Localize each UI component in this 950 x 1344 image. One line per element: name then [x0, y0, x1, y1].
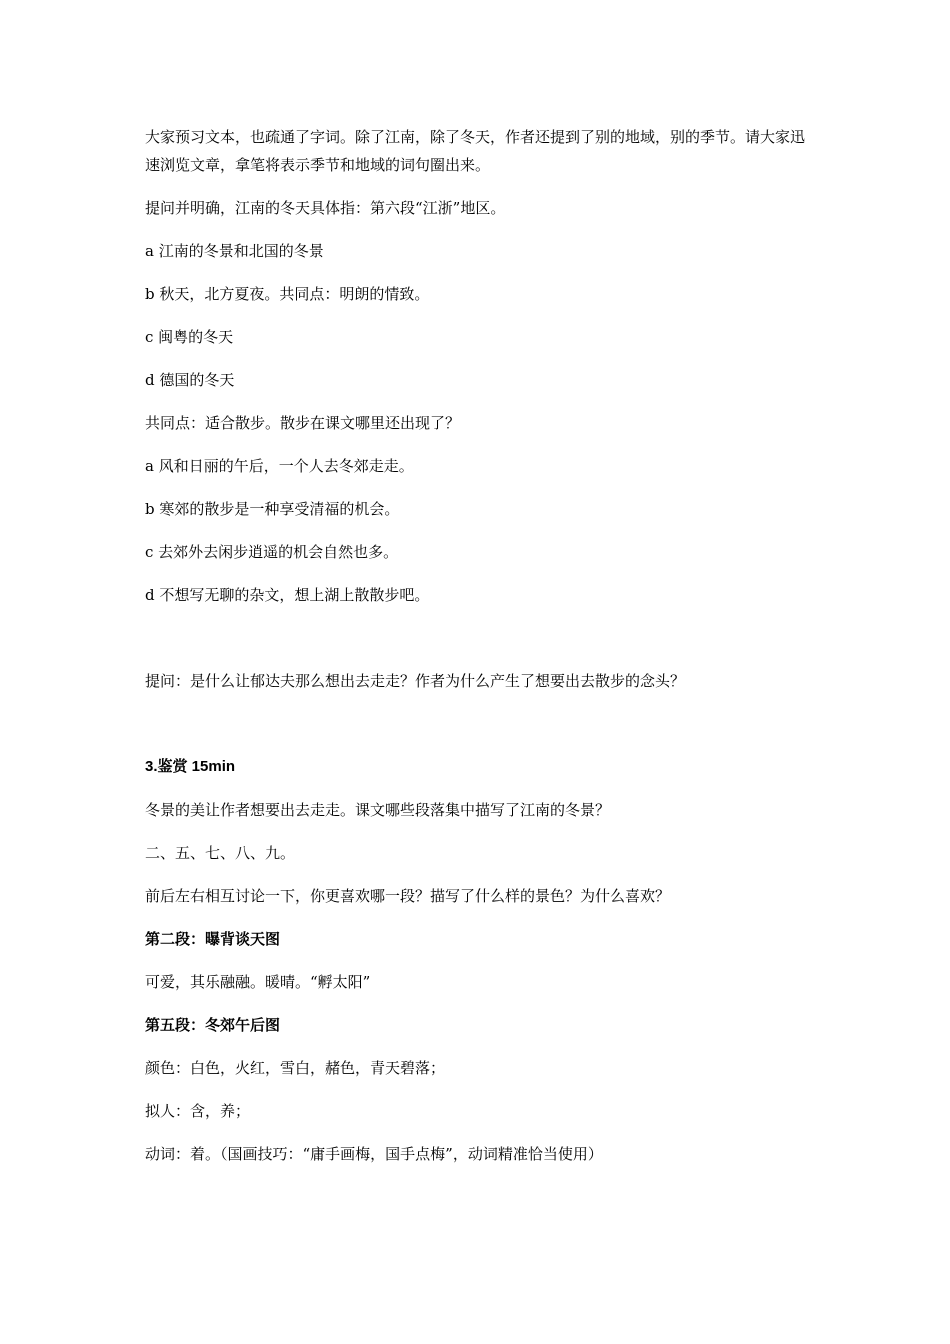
list-item-d: d 德国的冬天	[145, 371, 235, 389]
paragraph-sections-list: 二、五、七、八、九。	[145, 844, 296, 862]
paragraph-question-why: 提问：是什么让郁达夫那么想出去走走？作者为什么产生了想要出去散步的念头？	[145, 672, 686, 690]
walk-item-b: b 寒郊的散步是一种享受清福的机会。	[145, 500, 400, 518]
subheading-section-two: 第二段：曝背谈天图	[145, 930, 281, 948]
paragraph-discussion: 前后左右相互讨论一下，你更喜欢哪一段？描写了什么样的景色？为什么喜欢？	[145, 887, 671, 905]
paragraph-verbs: 动词：着。（国画技巧：“庸手画梅，国手点梅”，动词精准恰当使用）	[145, 1145, 603, 1163]
paragraph-question-region: 提问并明确，江南的冬天具体指：第六段“江浙”地区。	[145, 199, 506, 217]
list-item-c: c 闽粤的冬天	[145, 328, 234, 346]
section-heading-appreciation: 3.鉴赏 15min	[145, 758, 236, 775]
list-item-b: b 秋天，北方夏夜。共同点：明朗的情致。	[145, 285, 430, 303]
paragraph-section-two-notes: 可爱，其乐融融。暖晴。“孵太阳”	[145, 973, 371, 991]
subheading-section-five: 第五段：冬郊午后图	[145, 1016, 281, 1034]
paragraph-winter-scenes: 冬景的美让作者想要出去走走。课文哪些段落集中描写了江南的冬景？	[145, 801, 611, 819]
document-body	[145, 123, 813, 1168]
walk-item-c: c 去郊外去闲步逍遥的机会自然也多。	[145, 543, 399, 561]
walk-item-a: a 风和日丽的午后，一个人去冬郊走走。	[145, 457, 414, 475]
paragraph-intro: 大家预习文本，也疏通了字词。除了江南，除了冬天，作者还提到了别的地域，别的季节。请大家迅速浏览文章，拿笔将表示季节和地域的词句圈出来。	[145, 128, 806, 174]
paragraph-common-point: 共同点：适合散步。散步在课文哪里还出现了？	[145, 414, 461, 432]
list-item-a: a 江南的冬景和北国的冬景	[145, 242, 324, 260]
paragraph-personification: 拟人：含，养；	[145, 1102, 251, 1120]
walk-item-d: d 不想写无聊的杂文，想上湖上散散步吧。	[145, 586, 430, 604]
paragraph-colors: 颜色：白色，火红，雪白，赭色，青天碧落；	[145, 1059, 446, 1077]
